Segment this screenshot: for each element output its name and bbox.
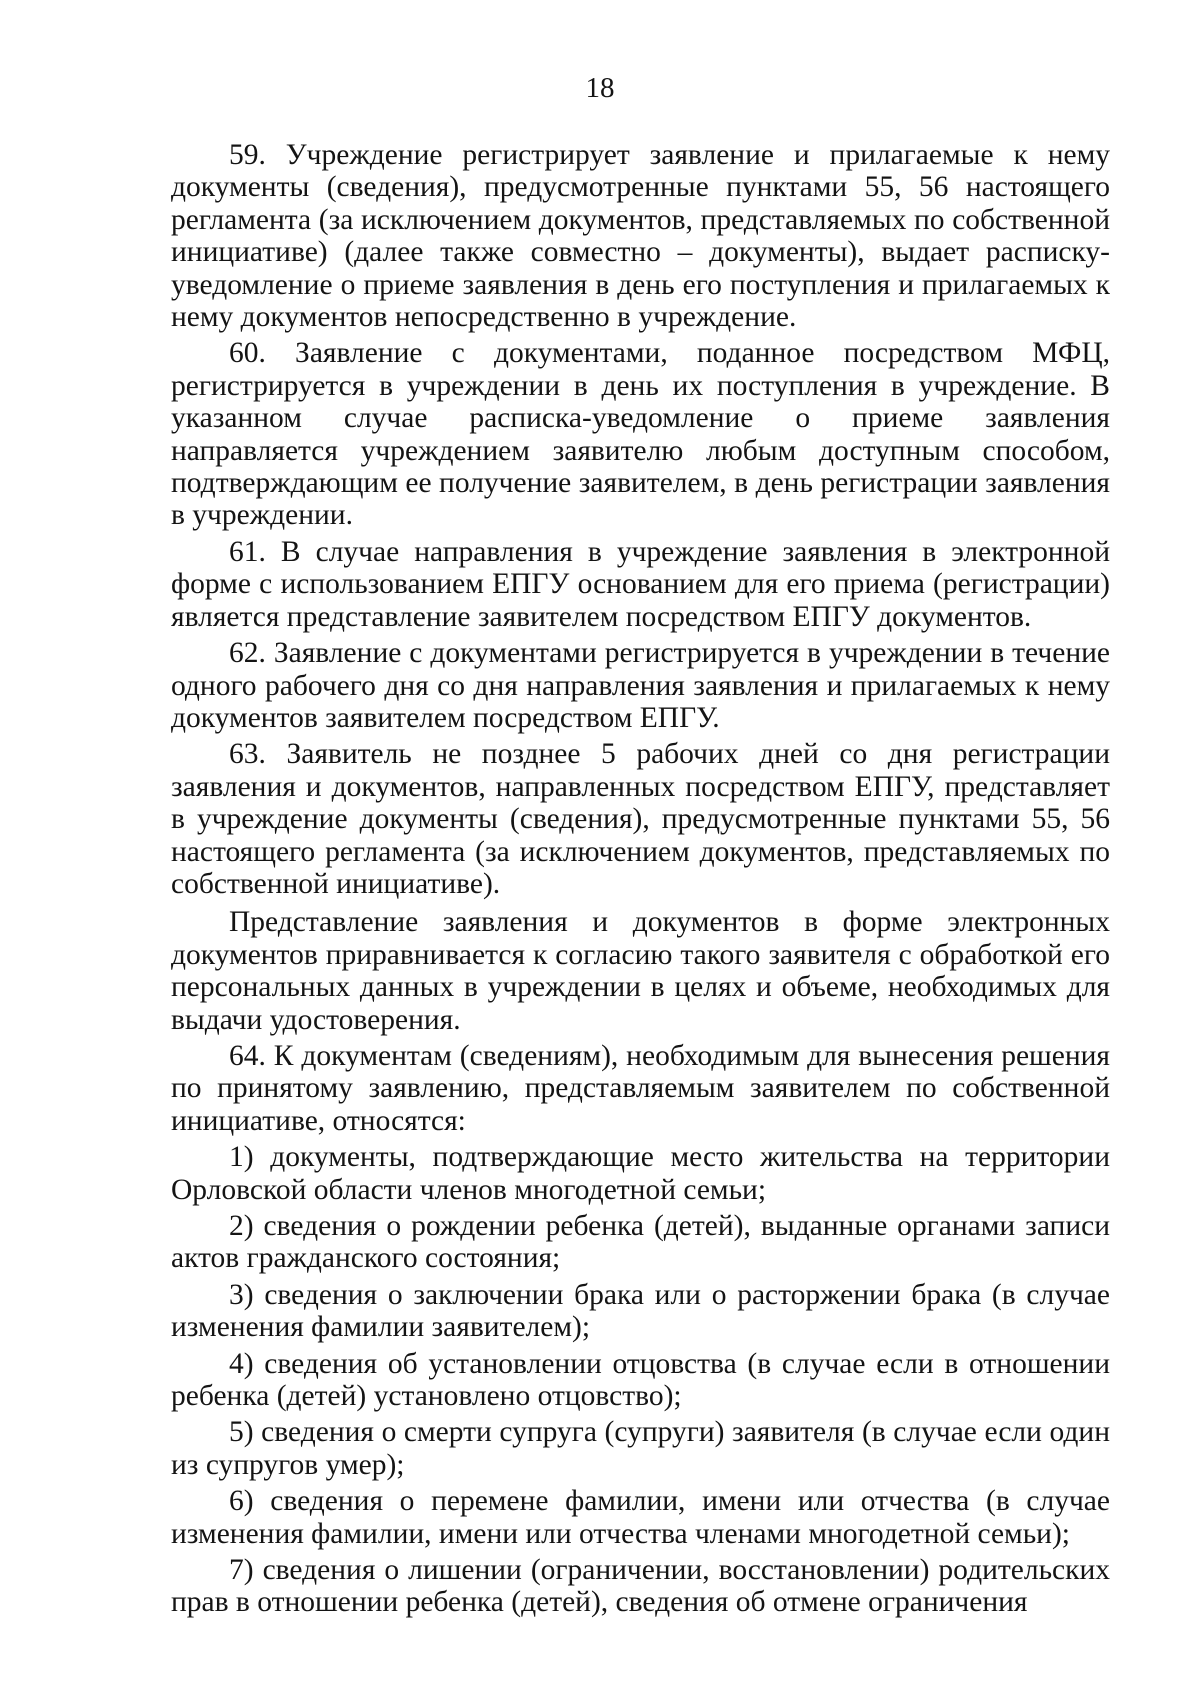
- paragraph-63-continuation: Представление заявления и документов в форме электронных документов приравнивается к согласию такого заявителя с обработкой его персональных данных в учреждении в целях и объеме, необходимых для выдачи удостоверения.: [171, 906, 1110, 1036]
- list-item-7: 7) сведения о лишении (ограничении, восстановлении) родительских прав в отношении ребенка (детей), сведения об отмене ограничения: [171, 1554, 1110, 1619]
- list-item-6: 6) сведения о перемене фамилии, имени или отчества (в случае изменения фамилии, имени или отчества членами многодетной семьи);: [171, 1485, 1110, 1550]
- paragraph-60: 60. Заявление с документами, поданное посредством МФЦ, регистрируется в учреждении в день их поступления в учреждение. В указанном случае расписка-уведомление о приеме заявления направляется учреждением заявителю любым доступным способом, подтверждающим ее получение заявителем, в день регистрации заявления в учреждении.: [171, 337, 1110, 532]
- list-item-1: 1) документы, подтверждающие место жительства на территории Орловской области членов многодетной семьи;: [171, 1141, 1110, 1206]
- list-item-4: 4) сведения об установлении отцовства (в случае если в отношении ребенка (детей) установлено отцовство);: [171, 1347, 1110, 1413]
- paragraph-62: 62. Заявление с документами регистрируется в учреждении в течение одного рабочего дня со дня направления заявления и прилагаемых к нему документов заявителем посредством ЕПГУ.: [171, 637, 1110, 734]
- page-number: 18: [585, 72, 615, 104]
- paragraph-61: 61. В случае направления в учреждение заявления в электронной форме с использованием ЕПГУ основанием для его приема (регистрации) является представление заявителем посредством ЕПГУ документов.: [171, 535, 1110, 633]
- list-item-5: 5) сведения о смерти супруга (супруги) заявителя (в случае если один из супругов умер);: [171, 1416, 1110, 1481]
- paragraph-59: 59. Учреждение регистрирует заявление и прилагаемые к нему документы (сведения), предусмотренные пунктами 55, 56 настоящего регламента (за исключением документов, представляемых по собственной инициативе) (далее также совместно – документы), выдает расписку-уведомление о приеме заявления в день его поступления и прилагаемых к нему документов непосредственно в учреждение.: [171, 139, 1110, 334]
- paragraph-63: 63. Заявитель не позднее 5 рабочих дней со дня регистрации заявления и документов, направленных посредством ЕПГУ, представляет в учреждение документы (сведения), предусмотренные пунктами 55, 56 настоящего регламента (за исключением документов, представляемых по собственной инициативе).: [171, 738, 1110, 900]
- list-item-3: 3) сведения о заключении брака или о расторжении брака (в случае изменения фамилии заявителем);: [171, 1278, 1110, 1344]
- paragraph-64: 64. К документам (сведениям), необходимым для вынесения решения по принятому заявлению, представляемым заявителем по собственной инициативе, относятся:: [171, 1039, 1110, 1137]
- document-body: [171, 139, 1110, 1619]
- list-item-2: 2) сведения о рождении ребенка (детей), выданные органами записи актов гражданского состояния;: [171, 1210, 1110, 1275]
